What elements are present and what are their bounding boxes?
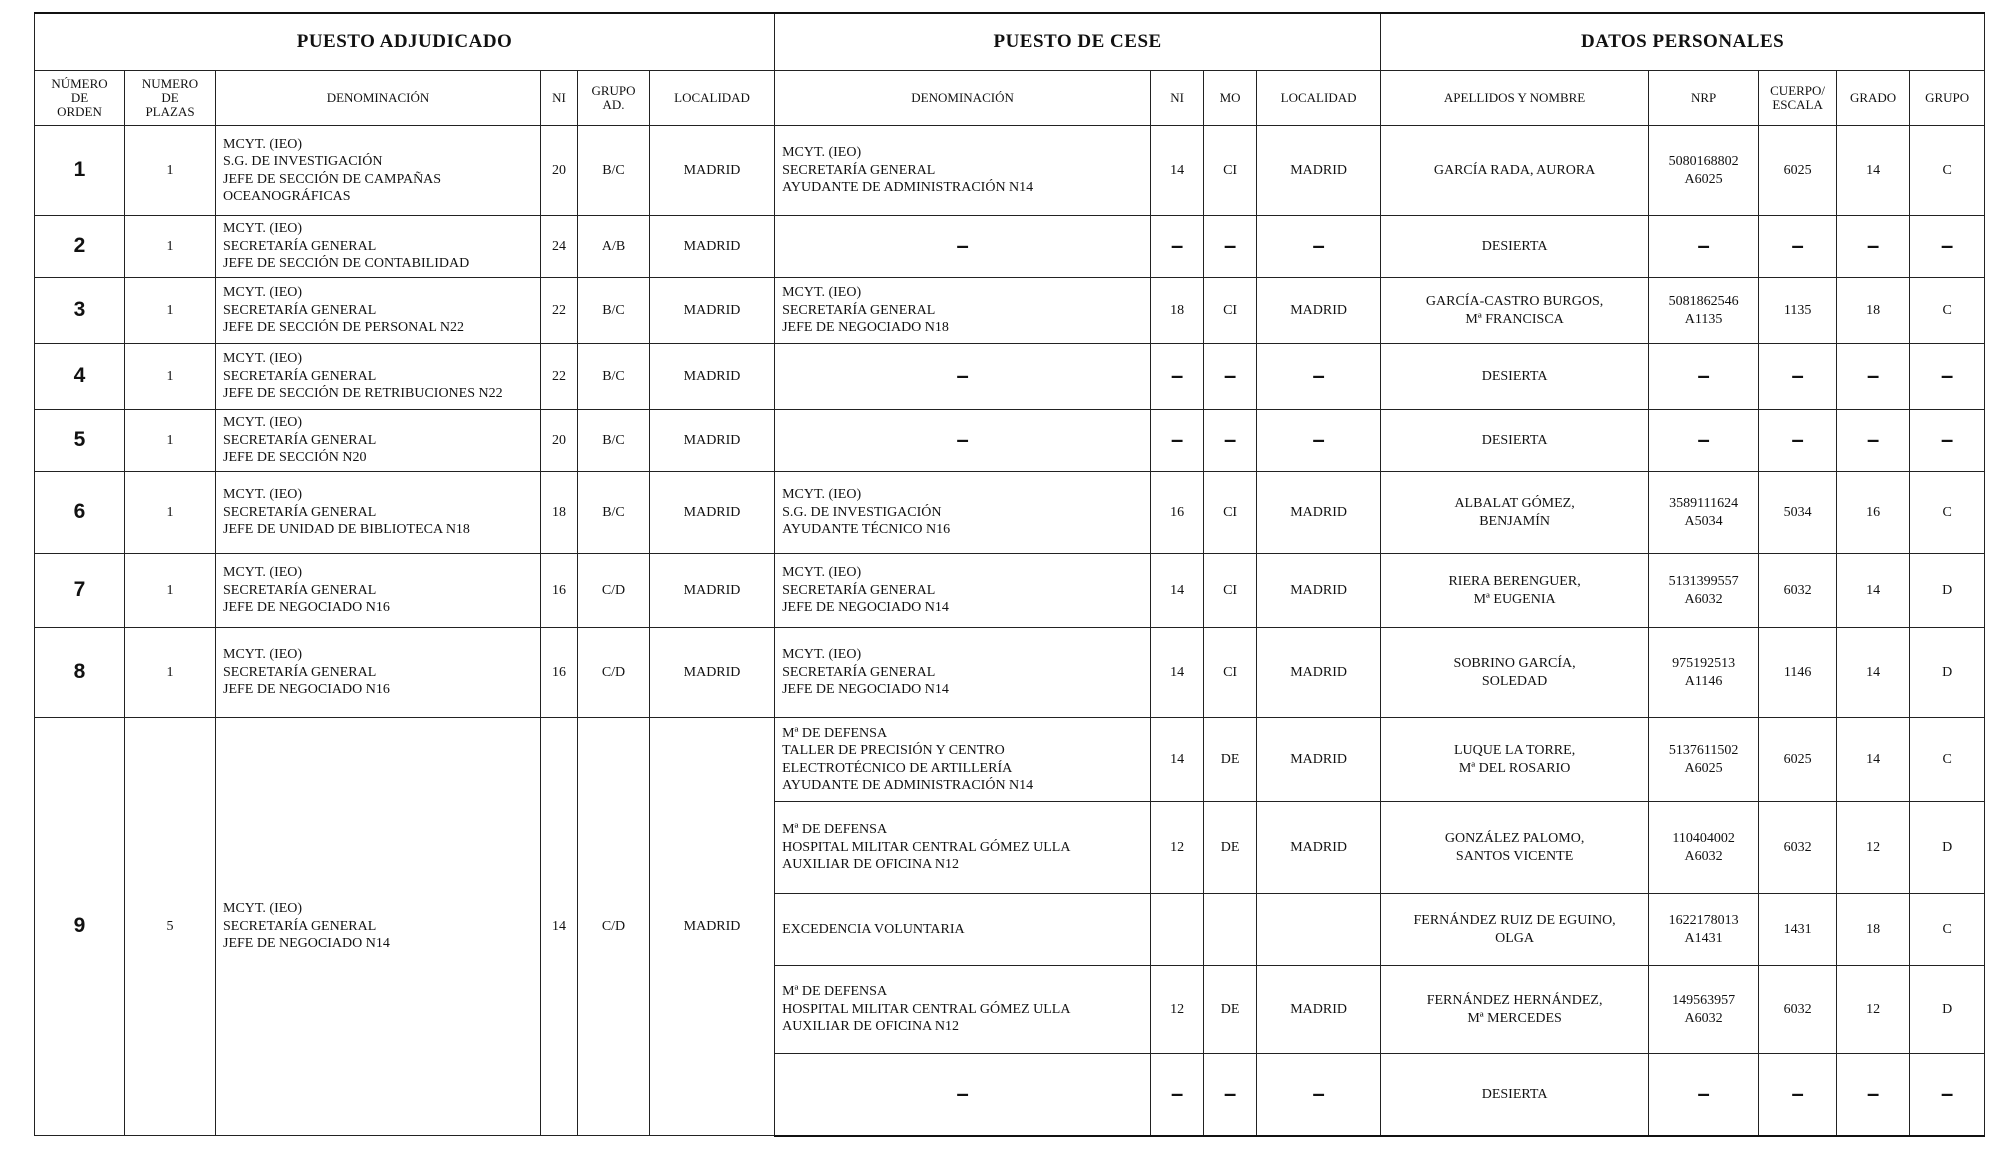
- cese-denominacion: [775, 216, 1151, 278]
- dash-mark: –: [1170, 232, 1184, 258]
- cese-mo: CI: [1204, 472, 1257, 554]
- cese-ni: [1151, 1054, 1204, 1136]
- cuerpo-escala: 6032: [1759, 554, 1837, 628]
- grupo: C: [1910, 126, 1985, 216]
- dash-mark: –: [1791, 232, 1804, 258]
- adj-denominacion: MCYT. (IEO) SECRETARÍA GENERAL JEFE DE SECCIÓN DE PERSONAL N22: [216, 278, 541, 344]
- col-grado: GRADO: [1837, 71, 1910, 126]
- cese-mo: [1204, 216, 1257, 278]
- cese-localidad: MADRID: [1257, 628, 1381, 718]
- numero-plazas: 1: [125, 628, 216, 718]
- adj-grupo: B/C: [578, 344, 650, 410]
- nrp: [1649, 1054, 1759, 1136]
- numero-plazas: 1: [125, 126, 216, 216]
- nrp: 5131399557 A6032: [1649, 554, 1759, 628]
- cese-denominacion: MCYT. (IEO) SECRETARÍA GENERAL JEFE DE NEGOCIADO N18: [775, 278, 1151, 344]
- col-cese-mo: MO: [1204, 71, 1257, 126]
- cese-ni: [1151, 410, 1204, 472]
- nrp: [1649, 216, 1759, 278]
- cuerpo-escala: [1759, 344, 1837, 410]
- apellidos-nombre: DESIERTA: [1381, 344, 1649, 410]
- grupo: C: [1910, 472, 1985, 554]
- dash-mark: –: [1791, 1080, 1804, 1106]
- grupo: D: [1910, 628, 1985, 718]
- apellidos-nombre: DESIERTA: [1381, 1054, 1649, 1136]
- table-row: [35, 718, 1985, 802]
- adj-localidad: MADRID: [650, 344, 775, 410]
- cese-denominacion: [775, 344, 1151, 410]
- adj-ni: 20: [541, 126, 578, 216]
- numero-orden: 4: [35, 344, 125, 410]
- column-header-row: [35, 71, 1985, 126]
- dash-mark: –: [1312, 1080, 1325, 1106]
- cese-mo: [1204, 894, 1257, 966]
- adj-denominacion: MCYT. (IEO) SECRETARÍA GENERAL JEFE DE SECCIÓN DE RETRIBUCIONES N22: [216, 344, 541, 410]
- numero-plazas: 1: [125, 472, 216, 554]
- apellidos-nombre: FERNÁNDEZ HERNÁNDEZ, Mª MERCEDES: [1381, 966, 1649, 1054]
- adj-ni: 22: [541, 278, 578, 344]
- dash-mark: –: [1697, 1080, 1710, 1106]
- cese-ni: [1151, 216, 1204, 278]
- cese-localidad: [1257, 216, 1381, 278]
- table-row: [35, 554, 1985, 628]
- cese-ni: [1151, 344, 1204, 410]
- adj-grupo: C/D: [578, 554, 650, 628]
- adj-grupo: B/C: [578, 472, 650, 554]
- col-adj-ni: NI: [541, 71, 578, 126]
- grado: 14: [1837, 718, 1910, 802]
- col-nrp: NRP: [1649, 71, 1759, 126]
- grupo: [1910, 410, 1985, 472]
- grado: [1837, 344, 1910, 410]
- nrp: 5081862546 A1135: [1649, 278, 1759, 344]
- cuerpo-escala: [1759, 1054, 1837, 1136]
- cese-mo: [1204, 1054, 1257, 1136]
- dash-mark: –: [1866, 1080, 1880, 1106]
- numero-plazas: 5: [125, 718, 216, 1136]
- nrp: 110404002 A6032: [1649, 802, 1759, 894]
- col-cese-denominacion: DENOMINACIÓN: [775, 71, 1151, 126]
- dash-mark: –: [1223, 232, 1237, 258]
- cese-ni: 16: [1151, 472, 1204, 554]
- dash-mark: –: [956, 362, 969, 388]
- adj-ni: 14: [541, 718, 578, 1136]
- dash-mark: –: [1941, 1080, 1954, 1106]
- nrp: 1622178013 A1431: [1649, 894, 1759, 966]
- cese-localidad: MADRID: [1257, 278, 1381, 344]
- header-group-row: [35, 13, 1985, 71]
- cese-localidad: MADRID: [1257, 554, 1381, 628]
- table-row: [35, 216, 1985, 278]
- cuerpo-escala: 6032: [1759, 966, 1837, 1054]
- nrp: [1649, 410, 1759, 472]
- adj-grupo: C/D: [578, 718, 650, 1136]
- dash-mark: –: [1223, 426, 1237, 452]
- adj-denominacion: MCYT. (IEO) SECRETARÍA GENERAL JEFE DE SECCIÓN N20: [216, 410, 541, 472]
- nrp: 149563957 A6032: [1649, 966, 1759, 1054]
- cese-denominacion: MCYT. (IEO) SECRETARÍA GENERAL JEFE DE NEGOCIADO N14: [775, 628, 1151, 718]
- adj-ni: 16: [541, 554, 578, 628]
- apellidos-nombre: DESIERTA: [1381, 216, 1649, 278]
- cese-localidad: [1257, 1054, 1381, 1136]
- cese-ni: 14: [1151, 126, 1204, 216]
- cese-mo: [1204, 410, 1257, 472]
- dash-mark: –: [1866, 426, 1880, 452]
- grado: 12: [1837, 966, 1910, 1054]
- cese-mo: DE: [1204, 966, 1257, 1054]
- dash-mark: –: [1697, 232, 1710, 258]
- grupo: D: [1910, 554, 1985, 628]
- numero-plazas: 1: [125, 278, 216, 344]
- nrp: [1649, 344, 1759, 410]
- dash-mark: –: [956, 232, 969, 258]
- adj-localidad: MADRID: [650, 410, 775, 472]
- grado: [1837, 410, 1910, 472]
- numero-orden: 8: [35, 628, 125, 718]
- grupo: C: [1910, 278, 1985, 344]
- col-numero-plazas: NUMERO DE PLAZAS: [125, 71, 216, 126]
- col-apellidos-nombre: APELLIDOS Y NOMBRE: [1381, 71, 1649, 126]
- cese-ni: 18: [1151, 278, 1204, 344]
- cese-mo: CI: [1204, 628, 1257, 718]
- numero-orden: 9: [35, 718, 125, 1136]
- cese-denominacion: Mª DE DEFENSA TALLER DE PRECISIÓN Y CENTRO ELECTROTÉCNICO DE ARTILLERÍA AYUDANTE DE ADMINISTRACIÓN N14: [775, 718, 1151, 802]
- adj-grupo: C/D: [578, 628, 650, 718]
- cese-localidad: MADRID: [1257, 966, 1381, 1054]
- adj-denominacion: MCYT. (IEO) SECRETARÍA GENERAL JEFE DE NEGOCIADO N16: [216, 554, 541, 628]
- cese-denominacion: Mª DE DEFENSA HOSPITAL MILITAR CENTRAL GÓMEZ ULLA AUXILIAR DE OFICINA N12: [775, 966, 1151, 1054]
- adj-localidad: MADRID: [650, 216, 775, 278]
- adj-denominacion: MCYT. (IEO) S.G. DE INVESTIGACIÓN JEFE DE SECCIÓN DE CAMPAÑAS OCEANOGRÁFICAS: [216, 126, 541, 216]
- adj-localidad: MADRID: [650, 472, 775, 554]
- group-puesto-adjudicado: PUESTO ADJUDICADO: [35, 13, 775, 71]
- adj-localidad: MADRID: [650, 126, 775, 216]
- col-numero-orden: NÚMERO DE ORDEN: [35, 71, 125, 126]
- cese-mo: CI: [1204, 278, 1257, 344]
- apellidos-nombre: GONZÁLEZ PALOMO, SANTOS VICENTE: [1381, 802, 1649, 894]
- cuerpo-escala: 6025: [1759, 718, 1837, 802]
- grado: 14: [1837, 554, 1910, 628]
- numero-plazas: 1: [125, 410, 216, 472]
- cese-mo: [1204, 344, 1257, 410]
- numero-plazas: 1: [125, 216, 216, 278]
- col-grupo: GRUPO: [1910, 71, 1985, 126]
- cese-denominacion: [775, 410, 1151, 472]
- cuerpo-escala: [1759, 410, 1837, 472]
- cese-ni: [1151, 894, 1204, 966]
- group-datos-personales: DATOS PERSONALES: [1381, 13, 1985, 71]
- grupo: C: [1910, 718, 1985, 802]
- cese-localidad: MADRID: [1257, 718, 1381, 802]
- adj-localidad: MADRID: [650, 278, 775, 344]
- dash-mark: –: [1170, 362, 1184, 388]
- cese-denominacion: [775, 1054, 1151, 1136]
- numero-orden: 6: [35, 472, 125, 554]
- col-adj-grupo: GRUPO AD.: [578, 71, 650, 126]
- grado: [1837, 1054, 1910, 1136]
- adj-ni: 16: [541, 628, 578, 718]
- apellidos-nombre: FERNÁNDEZ RUIZ DE EGUINO, OLGA: [1381, 894, 1649, 966]
- dash-mark: –: [956, 426, 969, 452]
- cese-localidad: MADRID: [1257, 802, 1381, 894]
- grado: 18: [1837, 894, 1910, 966]
- cese-localidad: MADRID: [1257, 126, 1381, 216]
- cese-localidad: [1257, 344, 1381, 410]
- grado: 14: [1837, 628, 1910, 718]
- dash-mark: –: [1312, 426, 1325, 452]
- cese-denominacion: EXCEDENCIA VOLUNTARIA: [775, 894, 1151, 966]
- cese-ni: 12: [1151, 802, 1204, 894]
- numero-orden: 3: [35, 278, 125, 344]
- apellidos-nombre: DESIERTA: [1381, 410, 1649, 472]
- dash-mark: –: [1170, 426, 1184, 452]
- adj-localidad: MADRID: [650, 628, 775, 718]
- adj-denominacion: MCYT. (IEO) SECRETARÍA GENERAL JEFE DE SECCIÓN DE CONTABILIDAD: [216, 216, 541, 278]
- table-row: [35, 344, 1985, 410]
- numero-orden: 2: [35, 216, 125, 278]
- table-row: [35, 472, 1985, 554]
- grupo: D: [1910, 802, 1985, 894]
- numero-plazas: 1: [125, 554, 216, 628]
- cese-denominacion: MCYT. (IEO) SECRETARÍA GENERAL JEFE DE NEGOCIADO N14: [775, 554, 1151, 628]
- cuerpo-escala: 6032: [1759, 802, 1837, 894]
- document-page: [34, 12, 1984, 1137]
- col-adj-localidad: LOCALIDAD: [650, 71, 775, 126]
- cuerpo-escala: 1146: [1759, 628, 1837, 718]
- adj-ni: 18: [541, 472, 578, 554]
- adj-grupo: B/C: [578, 410, 650, 472]
- grupo: D: [1910, 966, 1985, 1054]
- dash-mark: –: [1791, 362, 1804, 388]
- grupo: [1910, 1054, 1985, 1136]
- adj-denominacion: MCYT. (IEO) SECRETARÍA GENERAL JEFE DE UNIDAD DE BIBLIOTECA N18: [216, 472, 541, 554]
- cuerpo-escala: 1135: [1759, 278, 1837, 344]
- numero-orden: 7: [35, 554, 125, 628]
- apellidos-nombre: ALBALAT GÓMEZ, BENJAMÍN: [1381, 472, 1649, 554]
- dash-mark: –: [1312, 232, 1325, 258]
- cese-localidad: [1257, 410, 1381, 472]
- cuerpo-escala: 1431: [1759, 894, 1837, 966]
- col-cuerpo-escala: CUERPO/ ESCALA: [1759, 71, 1837, 126]
- col-cese-localidad: LOCALIDAD: [1257, 71, 1381, 126]
- apellidos-nombre: SOBRINO GARCÍA, SOLEDAD: [1381, 628, 1649, 718]
- cese-mo: DE: [1204, 718, 1257, 802]
- nrp: 975192513 A1146: [1649, 628, 1759, 718]
- apellidos-nombre: GARCÍA RADA, AURORA: [1381, 126, 1649, 216]
- table-row: [35, 628, 1985, 718]
- adj-denominacion: MCYT. (IEO) SECRETARÍA GENERAL JEFE DE NEGOCIADO N16: [216, 628, 541, 718]
- group-puesto-de-cese: PUESTO DE CESE: [775, 13, 1381, 71]
- dash-mark: –: [1223, 362, 1237, 388]
- dash-mark: –: [1697, 426, 1710, 452]
- apellidos-nombre: GARCÍA-CASTRO BURGOS, Mª FRANCISCA: [1381, 278, 1649, 344]
- dash-mark: –: [1312, 362, 1325, 388]
- cese-ni: 14: [1151, 718, 1204, 802]
- cese-denominacion: Mª DE DEFENSA HOSPITAL MILITAR CENTRAL GÓMEZ ULLA AUXILIAR DE OFICINA N12: [775, 802, 1151, 894]
- dash-mark: –: [1941, 362, 1954, 388]
- nrp: 5080168802 A6025: [1649, 126, 1759, 216]
- grupo: C: [1910, 894, 1985, 966]
- adj-grupo: A/B: [578, 216, 650, 278]
- adj-grupo: B/C: [578, 126, 650, 216]
- cuerpo-escala: [1759, 216, 1837, 278]
- col-adj-denominacion: DENOMINACIÓN: [216, 71, 541, 126]
- grupo: [1910, 216, 1985, 278]
- grado: 12: [1837, 802, 1910, 894]
- grado: 14: [1837, 126, 1910, 216]
- dash-mark: –: [1791, 426, 1804, 452]
- adj-ni: 24: [541, 216, 578, 278]
- nrp: 5137611502 A6025: [1649, 718, 1759, 802]
- numero-orden: 5: [35, 410, 125, 472]
- table-row: [35, 278, 1985, 344]
- dash-mark: –: [1223, 1080, 1237, 1106]
- cese-ni: 12: [1151, 966, 1204, 1054]
- dash-mark: –: [1941, 426, 1954, 452]
- adj-ni: 20: [541, 410, 578, 472]
- cese-ni: 14: [1151, 554, 1204, 628]
- grado: 18: [1837, 278, 1910, 344]
- cuerpo-escala: 6025: [1759, 126, 1837, 216]
- table-body: [35, 126, 1985, 1136]
- nrp: 3589111624 A5034: [1649, 472, 1759, 554]
- table-row: [35, 126, 1985, 216]
- cuerpo-escala: 5034: [1759, 472, 1837, 554]
- apellidos-nombre: RIERA BERENGUER, Mª EUGENIA: [1381, 554, 1649, 628]
- numero-plazas: 1: [125, 344, 216, 410]
- cese-mo: DE: [1204, 802, 1257, 894]
- dash-mark: –: [1941, 232, 1954, 258]
- dash-mark: –: [1866, 232, 1880, 258]
- apellidos-nombre: LUQUE LA TORRE, Mª DEL ROSARIO: [1381, 718, 1649, 802]
- adj-ni: 22: [541, 344, 578, 410]
- cese-mo: CI: [1204, 126, 1257, 216]
- dash-mark: –: [1697, 362, 1710, 388]
- adjudicaciones-table: [34, 12, 1985, 1137]
- cese-localidad: MADRID: [1257, 472, 1381, 554]
- grado: 16: [1837, 472, 1910, 554]
- adj-denominacion: MCYT. (IEO) SECRETARÍA GENERAL JEFE DE NEGOCIADO N14: [216, 718, 541, 1136]
- grado: [1837, 216, 1910, 278]
- grupo: [1910, 344, 1985, 410]
- adj-localidad: MADRID: [650, 718, 775, 1136]
- table-row: [35, 410, 1985, 472]
- col-cese-ni: NI: [1151, 71, 1204, 126]
- cese-localidad: [1257, 894, 1381, 966]
- dash-mark: –: [1866, 362, 1880, 388]
- cese-denominacion: MCYT. (IEO) S.G. DE INVESTIGACIÓN AYUDANTE TÉCNICO N16: [775, 472, 1151, 554]
- dash-mark: –: [956, 1080, 969, 1106]
- cese-ni: 14: [1151, 628, 1204, 718]
- dash-mark: –: [1170, 1080, 1184, 1106]
- cese-mo: CI: [1204, 554, 1257, 628]
- adj-localidad: MADRID: [650, 554, 775, 628]
- numero-orden: 1: [35, 126, 125, 216]
- cese-denominacion: MCYT. (IEO) SECRETARÍA GENERAL AYUDANTE DE ADMINISTRACIÓN N14: [775, 126, 1151, 216]
- adj-grupo: B/C: [578, 278, 650, 344]
